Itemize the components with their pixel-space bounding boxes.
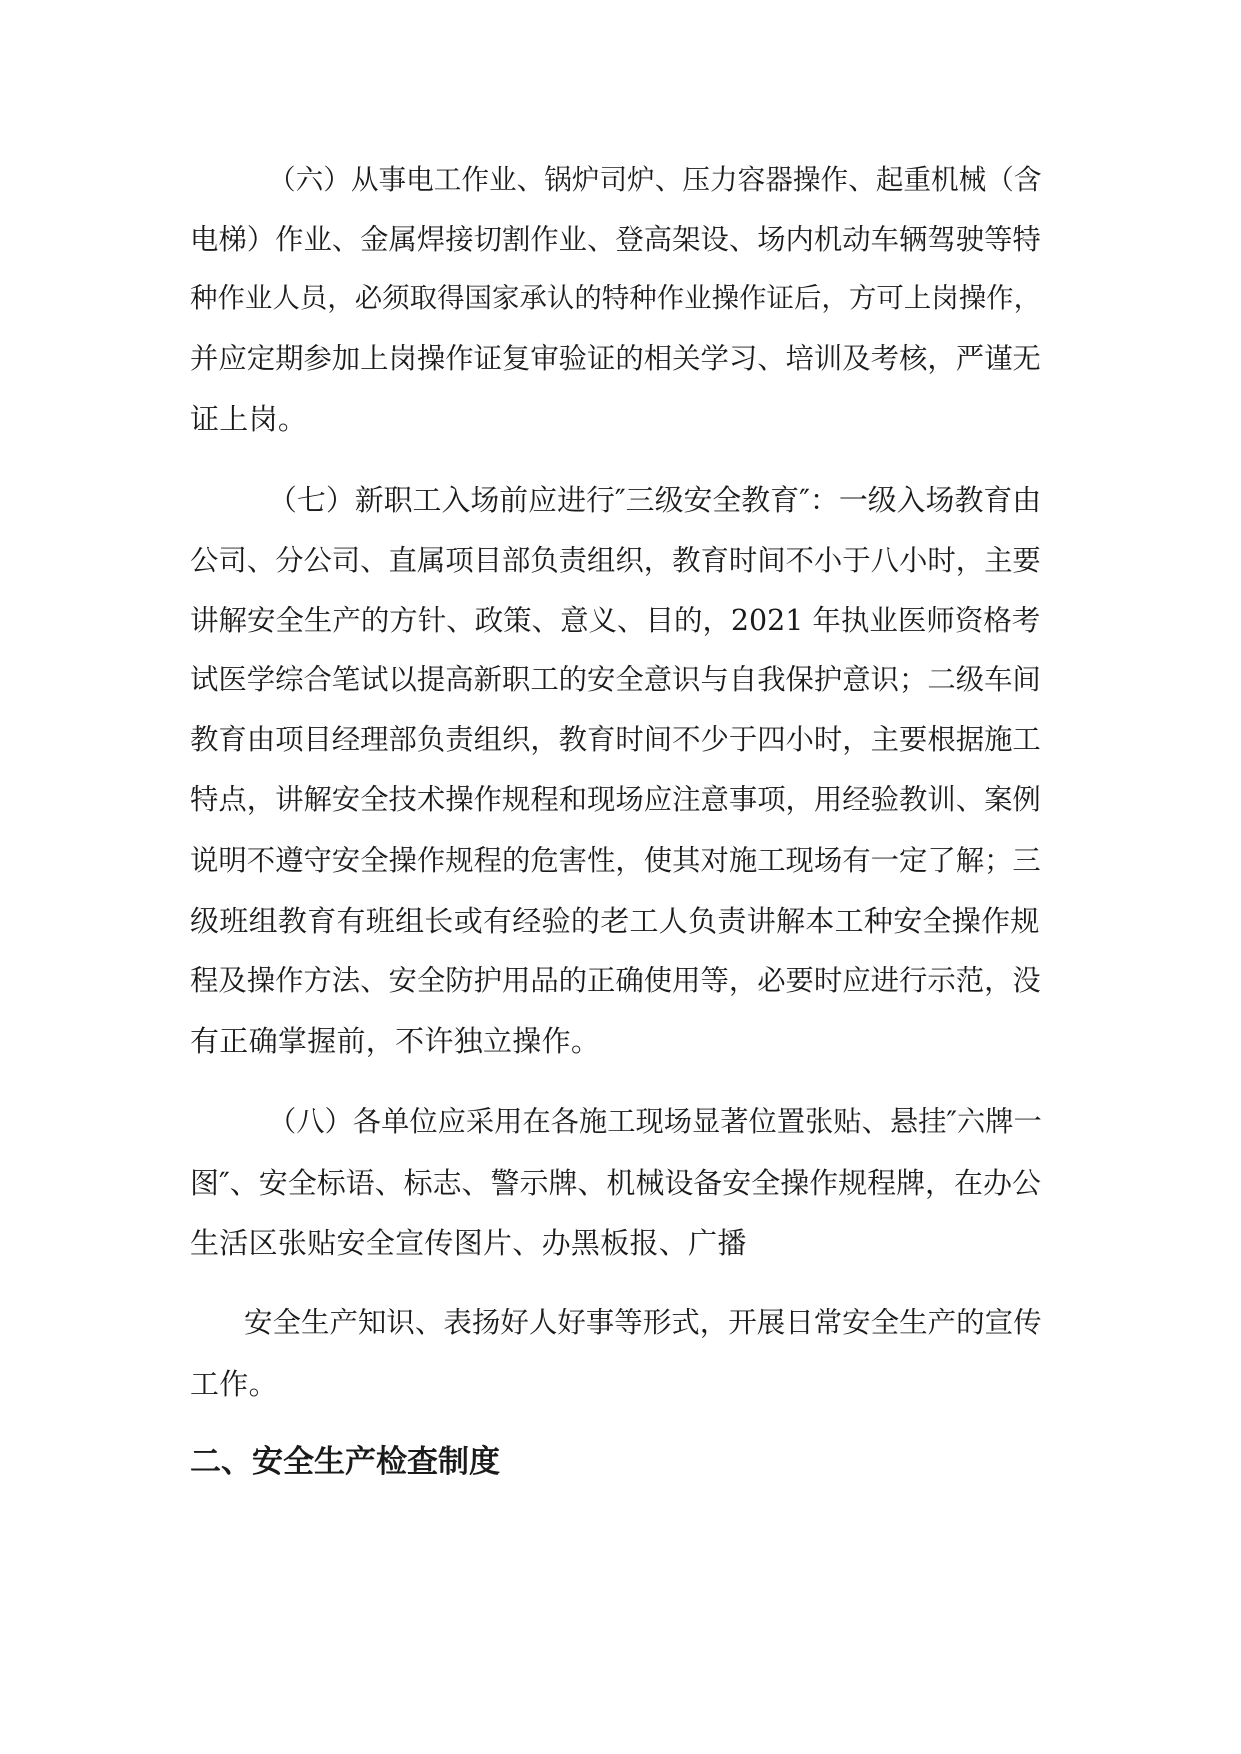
- paragraph-8-line-1: （八）各单位应采用在各施工现场显著位置张贴、悬挂″六牌一: [268, 1105, 1042, 1138]
- paragraph-8-line-3: 生活区张贴安全宣传图片、办黑板报、广播: [190, 1226, 747, 1260]
- paragraph-6-line-4: 并应定期参加上岗操作证复审验证的相关学习、培训及考核，严谨无: [190, 342, 1041, 375]
- paragraph-6-line-3: 种作业人员，必须取得国家承认的特种作业操作证后，方可上岗操作，: [190, 283, 1042, 314]
- paragraph-7-line-9: 程及操作方法、安全防护用品的正确使用等，必要时应进行示范，没: [190, 964, 1041, 997]
- paragraph-7-line-8: 级班组教育有班组长或有经验的老工人负责讲解本工种安全操作规: [190, 904, 1040, 938]
- paragraph-8-line-2: 图″、安全标语、标志、警示牌、机械设备安全操作规程牌，在办公: [190, 1166, 1041, 1200]
- paragraph-7-line-1: （七）新职工入场前应进行″三级安全教育″：一级入场教育由: [268, 483, 1042, 517]
- paragraph-6-line-2: 电梯）作业、金属焊接切割作业、登高架设、场内机动车辆驾驶等特: [190, 223, 1041, 256]
- paragraph-7-line-7: 说明不遵守安全操作规程的危害性，使其对施工现场有一定了解；三: [190, 844, 1041, 877]
- paragraph-9-line-1: 安全生产知识、表扬好人好事等形式，开展日常安全生产的宣传: [244, 1306, 1042, 1339]
- paragraph-7-line-2: 公司、分公司、直属项目部负责组织，教育时间不小于八小时，主要: [190, 544, 1041, 577]
- paragraph-7-line-10: 有正确掌握前，不许独立操作。: [190, 1024, 601, 1058]
- paragraph-7-line-5: 教育由项目经理部负责组织，教育时间不少于四小时，主要根据施工: [190, 723, 1041, 756]
- paragraph-9-line-2: 工作。: [190, 1367, 278, 1401]
- paragraph-7-line-3: 讲解安全生产的方针、政策、意义、目的，2021 年执业医师资格考: [190, 604, 1041, 637]
- paragraph-6-line-1: （六）从事电工作业、锅炉司炉、压力容器操作、起重机械（含: [268, 163, 1042, 196]
- paragraph-7-line-4: 试医学综合笔试以提高新职工的安全意识与自我保护意识；二级车间: [190, 663, 1041, 696]
- paragraph-6-line-5: 证上岗。: [190, 402, 308, 436]
- paragraph-7-line-6: 特点，讲解安全技术操作规程和现场应注意事项，用经验教训、案例: [190, 783, 1041, 816]
- section-heading: 二、安全生产检查制度: [190, 1444, 500, 1480]
